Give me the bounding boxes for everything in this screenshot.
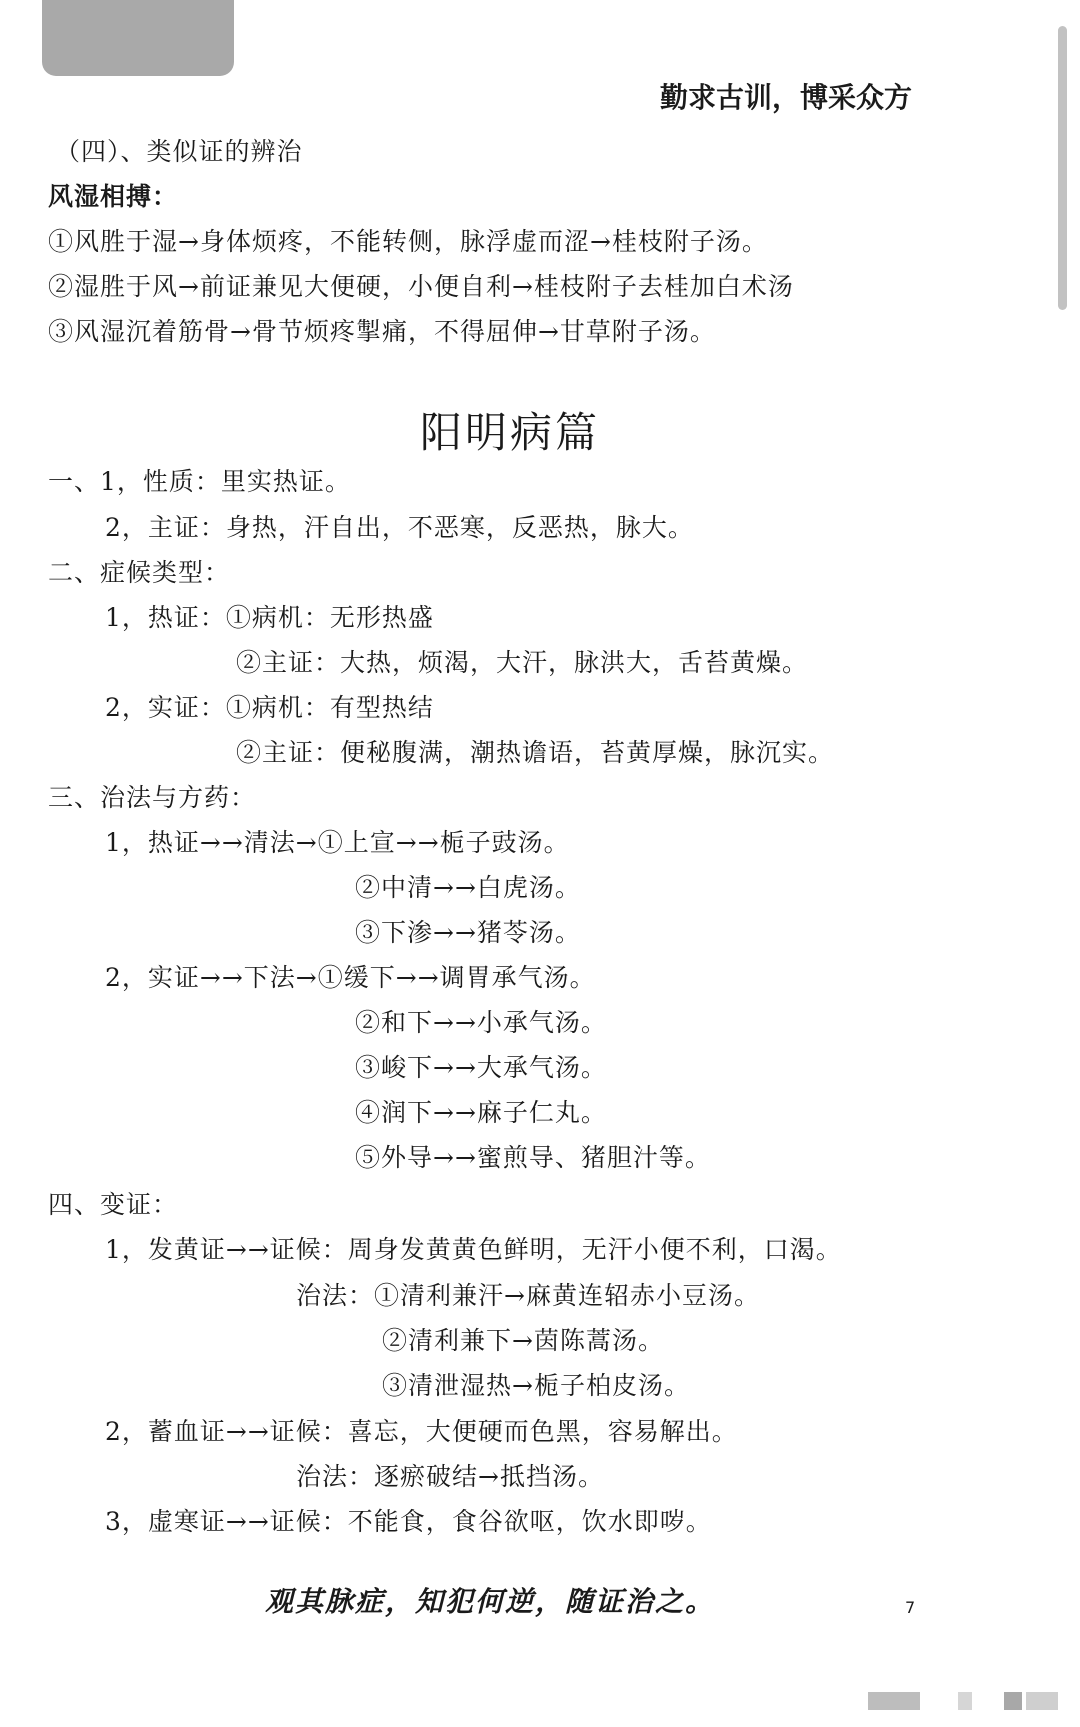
section-heading: 四、变证： <box>48 1190 179 1219</box>
text-line: 2，实证：①病机：有型热结 <box>105 693 434 722</box>
text-line: 治法：①清利兼汗→麻黄连轺赤小豆汤。 <box>296 1281 760 1310</box>
page-number: 7 <box>905 1598 916 1617</box>
text-line: ⑤外导→→蜜煎导、猪胆汁等。 <box>355 1143 711 1172</box>
text-line: 2，实证→→下法→①缓下→→调胃承气汤。 <box>105 963 596 992</box>
section-heading: （四）、类似证的辨治 <box>55 137 303 166</box>
list-item: ①风胜于湿→身体烦疼，不能转侧，脉浮虚而涩→桂枝附子汤。 <box>48 227 768 256</box>
header-motto: 勤求古训，博采众方 <box>659 81 912 114</box>
list-item: ③风湿沉着筋骨→骨节烦疼掣痛，不得屈伸→甘草附子汤。 <box>48 317 716 346</box>
watermark-block <box>868 1692 920 1710</box>
text-line: 1，发黄证→→证候：周身发黄黄色鲜明，无汗小便不利，口渴。 <box>105 1235 842 1264</box>
watermark-block <box>958 1692 972 1710</box>
chapter-title: 阳明病篇 <box>419 408 600 457</box>
section-heading: 三、治法与方药： <box>48 783 257 812</box>
text-line: ④润下→→麻子仁丸。 <box>355 1098 607 1127</box>
text-line: 1，热证→→清法→①上宣→→栀子豉汤。 <box>105 828 570 857</box>
list-item: ②湿胜于风→前证兼见大便硬，小便自利→桂枝附子去桂加白术汤 <box>48 272 794 301</box>
blurred-logo <box>42 0 234 76</box>
text-line: ②中清→→白虎汤。 <box>355 873 581 902</box>
text-line: ②和下→→小承气汤。 <box>355 1008 607 1037</box>
text-line: 1，热证：①病机：无形热盛 <box>105 603 434 632</box>
text-line: ②主证：便秘腹满，潮热谵语，苔黄厚燥，脉沉实。 <box>236 738 835 767</box>
text-line: 治法：逐瘀破结→抵挡汤。 <box>296 1462 604 1491</box>
text-line: ②主证：大热，烦渴，大汗，脉洪大，舌苔黄燥。 <box>236 648 809 677</box>
text-line: ③清泄湿热→栀子柏皮汤。 <box>382 1371 690 1400</box>
text-line: ③下渗→→猪苓汤。 <box>355 918 581 947</box>
text-line: 2，蓄血证→→证候：喜忘，大便硬而色黑，容易解出。 <box>105 1417 738 1446</box>
subheading: 风湿相搏： <box>48 182 179 211</box>
footer-quote: 观其脉症，知犯何逆，随证治之。 <box>264 1585 715 1618</box>
scrollbar[interactable] <box>1058 26 1067 310</box>
text-line: 3，虚寒证→→证候：不能食，食谷欲呕，饮水即哕。 <box>105 1507 712 1536</box>
watermark-block <box>1026 1692 1058 1710</box>
text-line: ③峻下→→大承气汤。 <box>355 1053 607 1082</box>
watermark-block <box>1004 1692 1022 1710</box>
text-line: 2，主证：身热，汗自出，不恶寒，反恶热，脉大。 <box>105 513 694 542</box>
text-line: ②清利兼下→茵陈蒿汤。 <box>382 1326 664 1355</box>
text-line: 一、1，性质：里实热证。 <box>48 467 351 496</box>
section-heading: 二、症候类型： <box>48 558 231 587</box>
